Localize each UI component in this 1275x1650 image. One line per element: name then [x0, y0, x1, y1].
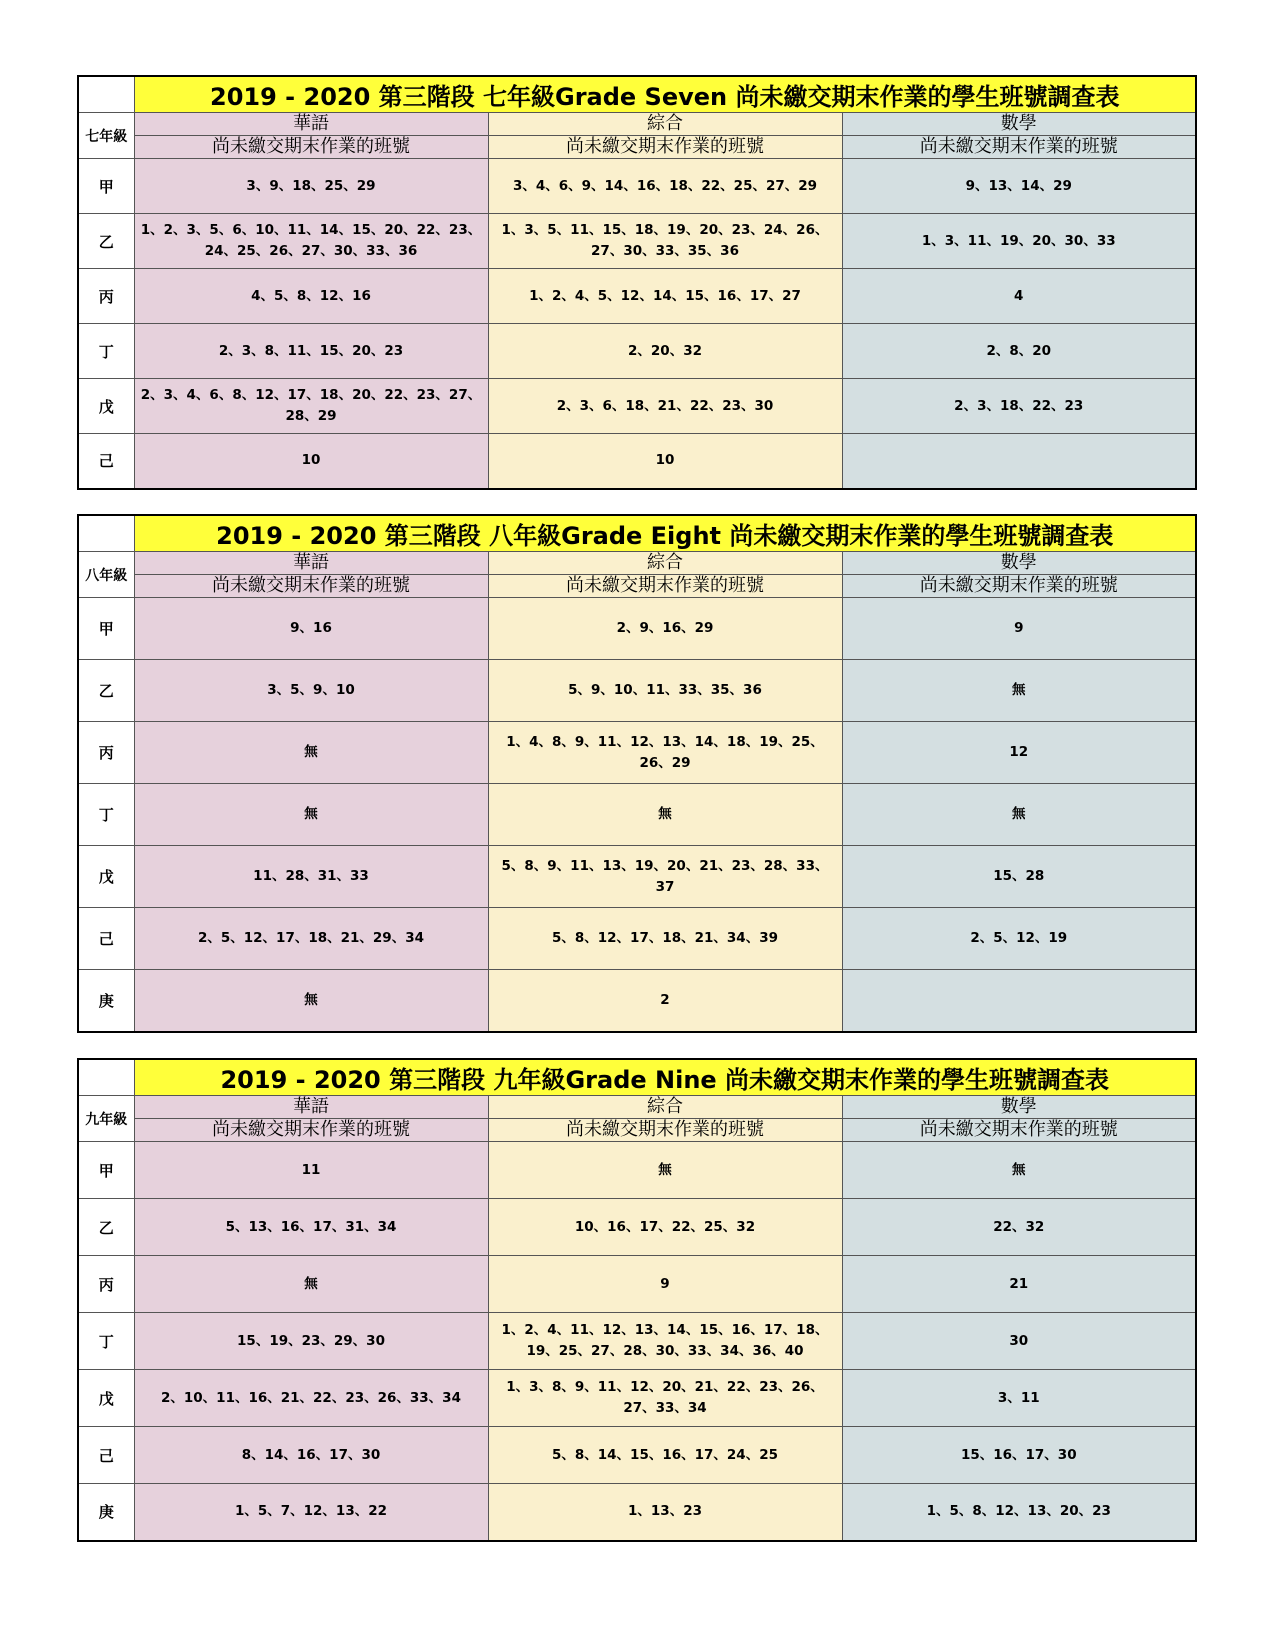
table-row	[78, 846, 1196, 908]
general-cell: 10、16、17、22、25、32	[488, 1199, 842, 1256]
math-cell: 3、11	[842, 1370, 1196, 1427]
general-cell: 2、20、32	[488, 324, 842, 379]
math-cell: 1、5、8、12、13、20、23	[842, 1484, 1196, 1541]
table-title: 2019 - 2020 第三階段 七年級Grade Seven 尚未繳交期末作業的學生班號調查表	[134, 76, 1196, 113]
class-label: 乙	[78, 214, 134, 269]
subject-chinese-desc: 尚未繳交期末作業的班號	[134, 136, 488, 159]
math-cell: 無	[842, 1142, 1196, 1199]
subject-chinese-header: 華語	[134, 552, 488, 575]
chinese-cell: 11、28、31、33	[134, 846, 488, 908]
math-cell: 15、28	[842, 846, 1196, 908]
chinese-cell: 無	[134, 784, 488, 846]
class-label: 丁	[78, 324, 134, 379]
chinese-cell: 3、5、9、10	[134, 660, 488, 722]
class-label: 丙	[78, 269, 134, 324]
table-row	[78, 1142, 1196, 1199]
subject-math-header: 數學	[842, 552, 1196, 575]
table-row	[78, 908, 1196, 970]
table-corner	[78, 1059, 134, 1096]
subject-general-desc: 尚未繳交期末作業的班號	[488, 575, 842, 598]
math-cell: 2、8、20	[842, 324, 1196, 379]
chinese-cell: 2、10、11、16、21、22、23、26、33、34	[134, 1370, 488, 1427]
chinese-cell: 5、13、16、17、31、34	[134, 1199, 488, 1256]
grade-eight-table	[77, 514, 1197, 1033]
general-cell: 5、8、9、11、13、19、20、21、23、28、33、37	[488, 846, 842, 908]
table-row	[78, 159, 1196, 214]
general-cell: 5、8、12、17、18、21、34、39	[488, 908, 842, 970]
math-cell: 12	[842, 722, 1196, 784]
math-cell: 9、13、14、29	[842, 159, 1196, 214]
chinese-cell: 無	[134, 722, 488, 784]
table-row	[78, 1199, 1196, 1256]
general-cell: 無	[488, 1142, 842, 1199]
class-label: 丁	[78, 1313, 134, 1370]
grade-label: 八年級	[78, 552, 134, 598]
class-label: 庚	[78, 970, 134, 1032]
chinese-cell: 無	[134, 1256, 488, 1313]
class-label: 己	[78, 908, 134, 970]
table-row	[78, 269, 1196, 324]
table-title: 2019 - 2020 第三階段 八年級Grade Eight 尚未繳交期末作業的學生班號調查表	[134, 515, 1196, 552]
chinese-cell: 10	[134, 434, 488, 489]
table-row	[78, 1484, 1196, 1541]
math-cell: 9	[842, 598, 1196, 660]
table-row	[78, 1370, 1196, 1427]
grade-label: 七年級	[78, 113, 134, 159]
chinese-cell: 2、5、12、17、18、21、29、34	[134, 908, 488, 970]
math-cell: 15、16、17、30	[842, 1427, 1196, 1484]
table-corner	[78, 76, 134, 113]
math-cell: 22、32	[842, 1199, 1196, 1256]
subject-math-desc: 尚未繳交期末作業的班號	[842, 575, 1196, 598]
general-cell: 2、9、16、29	[488, 598, 842, 660]
math-cell	[842, 434, 1196, 489]
table-corner	[78, 515, 134, 552]
class-label: 己	[78, 434, 134, 489]
subject-math-desc: 尚未繳交期末作業的班號	[842, 136, 1196, 159]
general-cell: 1、13、23	[488, 1484, 842, 1541]
general-cell: 2	[488, 970, 842, 1032]
chinese-cell: 3、9、18、25、29	[134, 159, 488, 214]
table-row	[78, 1427, 1196, 1484]
general-cell: 1、3、8、9、11、12、20、21、22、23、26、27、33、34	[488, 1370, 842, 1427]
table-row	[78, 214, 1196, 269]
class-label: 甲	[78, 159, 134, 214]
math-cell: 21	[842, 1256, 1196, 1313]
general-cell: 3、4、6、9、14、16、18、22、25、27、29	[488, 159, 842, 214]
general-cell: 2、3、6、18、21、22、23、30	[488, 379, 842, 434]
chinese-cell: 15、19、23、29、30	[134, 1313, 488, 1370]
math-cell: 30	[842, 1313, 1196, 1370]
class-label: 庚	[78, 1484, 134, 1541]
general-cell: 無	[488, 784, 842, 846]
class-label: 己	[78, 1427, 134, 1484]
chinese-cell: 無	[134, 970, 488, 1032]
table-row	[78, 324, 1196, 379]
class-label: 甲	[78, 1142, 134, 1199]
math-cell	[842, 970, 1196, 1032]
subject-math-header: 數學	[842, 1096, 1196, 1119]
math-cell: 無	[842, 784, 1196, 846]
table-title: 2019 - 2020 第三階段 九年級Grade Nine 尚未繳交期末作業的學生班號調查表	[134, 1059, 1196, 1096]
subject-general-desc: 尚未繳交期末作業的班號	[488, 136, 842, 159]
class-label: 戊	[78, 1370, 134, 1427]
chinese-cell: 1、2、3、5、6、10、11、14、15、20、22、23、24、25、26、27、30、33、36	[134, 214, 488, 269]
general-cell: 5、9、10、11、33、35、36	[488, 660, 842, 722]
subject-chinese-header: 華語	[134, 1096, 488, 1119]
class-label: 丁	[78, 784, 134, 846]
class-label: 丙	[78, 1256, 134, 1313]
subject-general-header: 綜合	[488, 1096, 842, 1119]
general-cell: 5、8、14、15、16、17、24、25	[488, 1427, 842, 1484]
grade-seven-table	[77, 75, 1197, 490]
class-label: 甲	[78, 598, 134, 660]
table-row	[78, 1313, 1196, 1370]
grade-nine-table	[77, 1058, 1197, 1542]
general-cell: 9	[488, 1256, 842, 1313]
chinese-cell: 4、5、8、12、16	[134, 269, 488, 324]
general-cell: 1、2、4、5、12、14、15、16、17、27	[488, 269, 842, 324]
general-cell: 1、2、4、11、12、13、14、15、16、17、18、19、25、27、28、30、33、34、36、40	[488, 1313, 842, 1370]
table-row	[78, 784, 1196, 846]
math-cell: 無	[842, 660, 1196, 722]
chinese-cell: 9、16	[134, 598, 488, 660]
table-row	[78, 434, 1196, 489]
subject-chinese-desc: 尚未繳交期末作業的班號	[134, 575, 488, 598]
table-row	[78, 598, 1196, 660]
math-cell: 2、3、18、22、23	[842, 379, 1196, 434]
math-cell: 2、5、12、19	[842, 908, 1196, 970]
table-row	[78, 1256, 1196, 1313]
math-cell: 1、3、11、19、20、30、33	[842, 214, 1196, 269]
table-row	[78, 379, 1196, 434]
general-cell: 10	[488, 434, 842, 489]
chinese-cell: 2、3、4、6、8、12、17、18、20、22、23、27、28、29	[134, 379, 488, 434]
subject-general-header: 綜合	[488, 552, 842, 575]
subject-math-header: 數學	[842, 113, 1196, 136]
class-label: 戊	[78, 846, 134, 908]
chinese-cell: 1、5、7、12、13、22	[134, 1484, 488, 1541]
subject-chinese-header: 華語	[134, 113, 488, 136]
subject-general-header: 綜合	[488, 113, 842, 136]
class-label: 乙	[78, 1199, 134, 1256]
class-label: 丙	[78, 722, 134, 784]
grade-label: 九年級	[78, 1096, 134, 1142]
general-cell: 1、4、8、9、11、12、13、14、18、19、25、26、29	[488, 722, 842, 784]
chinese-cell: 2、3、8、11、15、20、23	[134, 324, 488, 379]
chinese-cell: 11	[134, 1142, 488, 1199]
table-row	[78, 970, 1196, 1032]
subject-chinese-desc: 尚未繳交期末作業的班號	[134, 1119, 488, 1142]
table-row	[78, 722, 1196, 784]
general-cell: 1、3、5、11、15、18、19、20、23、24、26、27、30、33、35、36	[488, 214, 842, 269]
subject-general-desc: 尚未繳交期末作業的班號	[488, 1119, 842, 1142]
class-label: 戊	[78, 379, 134, 434]
math-cell: 4	[842, 269, 1196, 324]
subject-math-desc: 尚未繳交期末作業的班號	[842, 1119, 1196, 1142]
class-label: 乙	[78, 660, 134, 722]
table-row	[78, 660, 1196, 722]
chinese-cell: 8、14、16、17、30	[134, 1427, 488, 1484]
